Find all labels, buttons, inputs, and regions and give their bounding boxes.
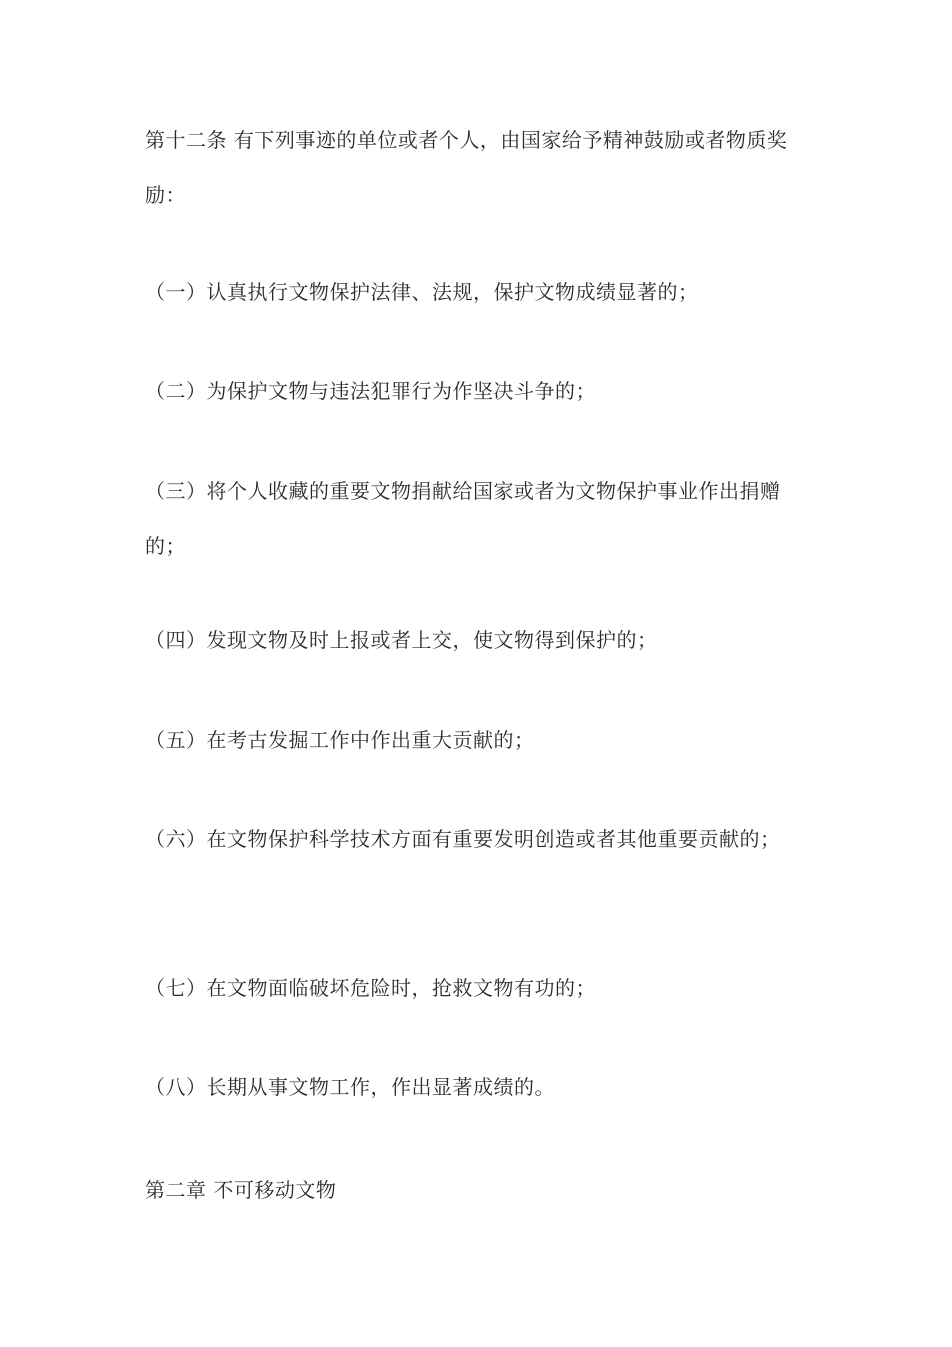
- list-item-5: （五）在考古发掘工作中作出重大贡献的；: [145, 728, 535, 752]
- list-item-6: （六）在文物保护科学技术方面有重要发明创造或者其他重要贡献的；: [145, 827, 781, 851]
- chapter-heading: 第二章 不可移动文物: [145, 1178, 337, 1202]
- list-item-4: （四）发现文物及时上报或者上交，使文物得到保护的；: [145, 628, 658, 652]
- list-item-1: （一）认真执行文物保护法律、法规，保护文物成绩显著的；: [145, 280, 699, 304]
- article-12-intro: 第十二条 有下列事迹的单位或者个人，由国家给予精神鼓励或者物质奖励：: [145, 128, 788, 207]
- list-item-7: （七）在文物面临破坏危险时，抢救文物有功的；: [145, 976, 596, 1000]
- list-item-3: （三）将个人收藏的重要文物捐献给国家或者为文物保护事业作出捐赠的；: [145, 479, 781, 558]
- list-item-8: （八）长期从事文物工作，作出显著成绩的。: [145, 1075, 555, 1099]
- list-item-2: （二）为保护文物与违法犯罪行为作坚决斗争的；: [145, 379, 596, 403]
